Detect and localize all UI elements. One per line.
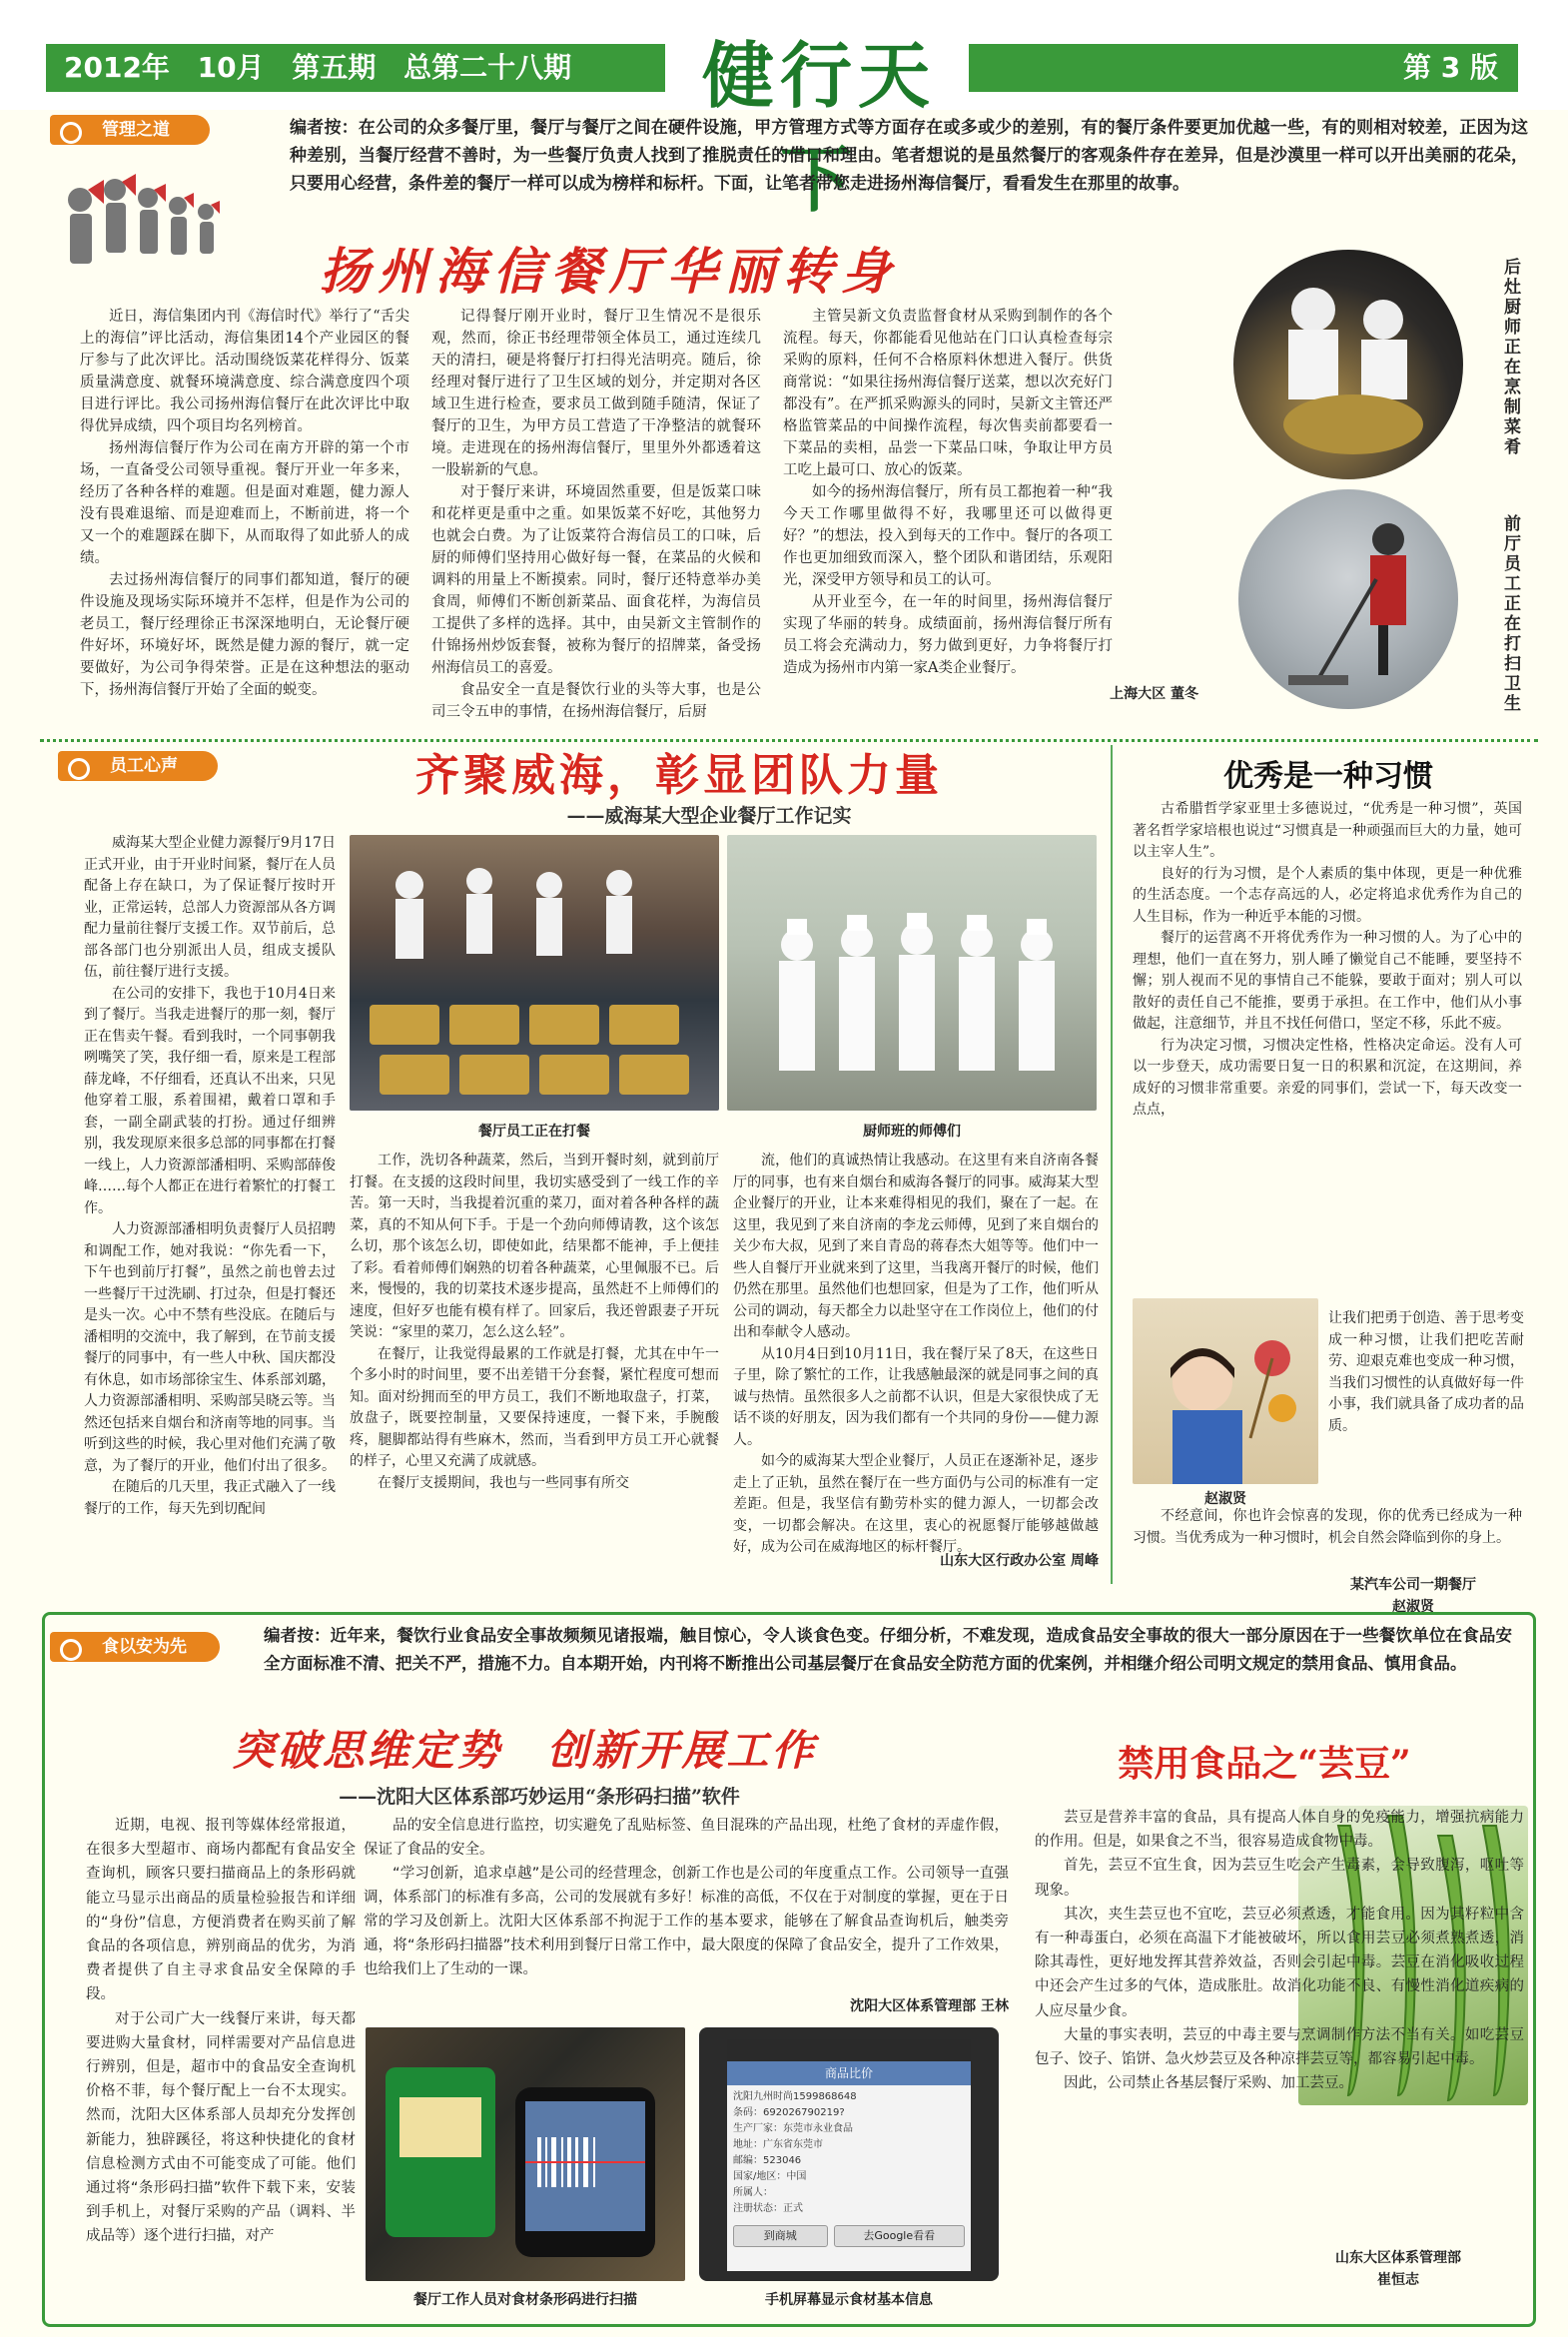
caption-kitchen-chefs: 后灶厨师正在烹制菜肴 — [1500, 258, 1520, 457]
editor-note-management: 编者按：在公司的众多餐厅里，餐厅与餐厅之间在硬件设施，甲方管理方式等方面存在或多或少的差别，有的餐厅条件要更加优越一些，有的则相对较差，正因为这种差别，当餐厅经营不善时，为一些餐厅负责人找到了推脱责任的借口和理由。笔者想说的是虽然餐厅的客观条件存在差异，但是沙漠里一样可以开出美丽的花朵，只要用心经营，条件差的餐厅一样可以成为榜样和标杆。下面，让笔者带您走进扬州海信餐厅，看看发生在那里的故事。 — [290, 118, 1528, 194]
paragraph: 古希腊哲学家亚里士多德说过，“优秀是一种习惯”，英国著名哲学家培根也说过“习惯真是一种顽强而巨大的力量，她可以主宰人生”。 — [1133, 801, 1522, 860]
caption-author-zhao: 赵淑贤 — [1204, 1491, 1246, 1507]
article-yangzhou-col2 — [431, 306, 761, 725]
article-barcode-col1 — [86, 1814, 356, 2313]
photo-staff-serving — [350, 835, 719, 1111]
editor-note-food-safety: 编者按：近年来，餐饮行业食品安全事故频频见诸报端，触目惊心，令人谈食色变。仔细分析，不难发现，造成食品安全事故的很大一部分原因在于一些餐饮单位在食品安全方面标准不清、把关不严，措施不力。自本期开始，内刊将不断推出公司基层餐厅在食品安全防范方面的优案例，并相继介绍公司明文规定的禁用食品、慎用食品。 — [264, 1626, 1512, 1673]
paragraph: 因此，公司禁止各基层餐厅采购、加工芸豆。 — [1064, 2075, 1353, 2092]
paragraph: 良好的行为习惯，是个人素质的集中体现，更是一种优雅的生活态度。一个志存高远的人，必定将追求优秀作为自己的人生目标，作为一种近乎本能的习惯。 — [1133, 865, 1522, 925]
section-tag-staff-voice: 员工心声 — [58, 751, 218, 781]
phone-row: 条码：692026790219? — [733, 2107, 845, 2118]
phone-row: 邮编：523046 — [733, 2155, 802, 2166]
paragraph: 芸豆是营养丰富的食品，具有提高人体自身的免疫能力，增强抗病能力的作用。但是，如果食之不当，很容易造成食物中毒。 — [1035, 1810, 1524, 1851]
paragraph: 流，他们的真诚热情让我感动。在这里有来自济南各餐厅的同事，也有来自烟台和威海各餐厅的同事。威海某大型企业餐厅的开业，让本来难得相见的我们，聚在了一起。在这里，我见到了来自济南的李龙云师傅，见到了来自烟台的关少布大叔，见到了来自青岛的蒋春杰大姐等等。他们中一些人自餐厅开业就来到了这里，当我离开餐厅的时候，他们仍然在那里。虽然他们也想回家，但是为了工作，他们听从公司的调动，每天都全力以赴坚守在工作岗位上，他们的付出和奉献令人感动。 — [733, 1153, 1099, 1340]
headline-kidney-bean: 禁用食品之“芸豆” — [1118, 1743, 1411, 1785]
article-excellence-text3: 不经意间，你也许会惊喜的发现，你的优秀已经成为一种习惯。当优秀成为一种习惯时，机会自然会降临到你的身上。 — [1133, 1508, 1522, 1546]
page-number: 第 3 版 — [969, 44, 1518, 92]
caption-phone-screen: 手机屏幕显示食材基本信息 — [765, 2292, 933, 2308]
caption-staff-serving: 餐厅员工正在打餐 — [478, 1124, 590, 1140]
paragraph: 在餐厅支援期间，我也与一些同事有所交 — [378, 1474, 629, 1491]
paragraph: 如今的威海某大型企业餐厅，人员正在逐渐补足，逐步走上了正轨，虽然在餐厅在一些方面仍与公司的标准有一定差距。但是，我坚信有勤劳朴实的健力源人，一切都会改变，一切都会解决。在这里，衷心的祝愿餐厅能够越做越好，成为公司在威海地区的标杆餐厅。 — [733, 1453, 1099, 1555]
headline-barcode: 突破思维定势 创新开展工作 — [232, 1726, 817, 1775]
paragraph: 近期，电视、报刊等媒体经常报道，在很多大型超市、商场内都配有食品安全查询机，顾客只要扫描商品上的条形码就能立马显示出商品的质量检验报告和详细的“身份”信息，方便消费者在购买前了解食品的各项信息，辨别商品的优劣，为消费者提供了自主寻求食品安全保障的手段。 — [86, 1818, 356, 2003]
author-excellence-name: 赵淑贤 — [1392, 1599, 1434, 1615]
caption-cleaning-staff: 前厅员工正在打扫卫生 — [1500, 514, 1520, 714]
author-kidney-bean-unit: 山东大区体系管理部 — [1335, 2250, 1461, 2266]
phone-row: 国家/地区：中国 — [733, 2171, 807, 2182]
paragraph: 餐厅的运营离不开将优秀作为一种习惯的人。为了心中的理想，他们一直在努力，别人睡了懒觉自己不能睡，要坚持不懈；别人视而不见的事情自己不能躲，要敢于面对；别人可以散好的责任自己不能推，要勇于承担。在工作中，他们从小事做起，注意细节，并且不找任何借口，坚定不移，乐此不疲。 — [1133, 930, 1522, 1032]
phone-to-mall-button[interactable]: 到商城 — [733, 2225, 828, 2247]
paragraph: 对于公司广大一线餐厅来讲，每天都要进购大量食材，同样需要对产品信息进行辨别，但是，超市中的食品安全查询机价格不菲，每个餐厅配上一台不太现实。然而，沈阳大区体系部人员却充分发挥创新能力，独辟蹊径，将这种快捷化的食材信息检测方式由不可能变成了可能。他们通过将“条形码扫描”软件下载下来，安装到手机上，对餐厅采购的产品（调料、半成品等）逐个进行扫描，对产 — [86, 2010, 356, 2245]
phone-screen-title: 商品比价 — [727, 2061, 971, 2085]
photo-cleaning-staff — [1238, 489, 1458, 709]
paragraph: 人力资源部潘相明负责餐厅人员招聘和调配工作，她对我说：“你先看一下，下午也到前厅打餐”，虽然之前也曾去过一些餐厅干过洗刷、打过杂，但是打餐还是头一次。心中不禁有些没底。在随后与潘相明的交流中，我了解到，在节前支援餐厅的同事中，有一些人中秋、国庆都没有休息，如市场部徐宝生、体系部刘璐，人力资源部潘相明、采购部吴晓云等。当然还包括来自烟台和济南等地的同事。当听到这些的时候，我心里对他们充满了敬意，为了餐厅的开业，他们付出了很多。 — [84, 1221, 336, 1474]
photo-author-zhao — [1133, 1298, 1318, 1484]
phone-google-button[interactable]: 去Google看看 — [834, 2225, 966, 2247]
author-excellence-unit: 某汽车公司一期餐厅 — [1350, 1577, 1476, 1593]
paragraph: 记得餐厅刚开业时，餐厅卫生情况不是很乐观，然而，徐正书经理带领全体员工，通过连续几天的清扫，硬是将餐厅打扫得光洁明亮。随后，徐经理对餐厅进行了卫生区域的划分，并定期对各区域卫生进行检查，要求员工做到随手随清，保证了餐厅的卫生，为甲方员工营造了干净整洁的就餐环境。走进现在的扬州海信餐厅，里里外外都透着这一股崭新的气息。 — [431, 309, 761, 478]
article-excellence-text2: 让我们把勇于创造、善于思考变成一种习惯，让我们把吃苦耐劳、迎艰克难也变成一种习惯，当我们习惯性的认真做好每一件小事，我们就具备了成功者的品质。 — [1328, 1310, 1524, 1434]
article-weihai-col2 — [350, 1151, 719, 1570]
section-tag-management: 管理之道 — [50, 115, 210, 145]
issue-band — [46, 44, 665, 92]
headline-yangzhou: 扬州海信餐厅华丽转身 — [320, 242, 899, 301]
paragraph: “学习创新，追求卓越”是公司的经营理念，创新工作也是公司的年度重点工作。公司领导一直强调，体系部门的标准有多高，公司的发展就有多好！标准的高低，不仅在于对制度的掌握，更在于日常的学习及创新上。沈阳大区体系部不拘泥于工作的基本要求，能够在了解食品查询机后，触类旁通，将“条形码扫描器”技术利用到餐厅日常工作中，最大限度的保障了食品安全，提升了工作效果，也给我们上了生动的一课。 — [364, 1866, 1009, 1977]
masthead-title: 健行天下 — [701, 33, 936, 222]
paragraph: 在公司的安排下，我也于10月4日来到了餐厅。当我走进餐厅的那一刻，餐厅正在售卖午餐。看到我时，一个同事朝我咧嘴笑了笑，我仔细一看，原来是工程部薛龙峰，不仔细看，还真认不出来，只见他穿着工服，系着围裙，戴着口罩和手套，一副全副武装的打扮。通过仔细辨别，我发现原来很多总部的同事都在打餐一线上，人力资源部潘相明、采购部薛俊峰……每个人都正在进行着繁忙的打餐工作。 — [84, 985, 336, 1216]
photo-kitchen-chefs — [1233, 250, 1463, 479]
article-weihai-col1 — [84, 833, 336, 1572]
paragraph: 食品安全一直是餐饮行业的头等大事，也是公司三令五申的事情，在扬州海信餐厅，后厨 — [431, 682, 761, 720]
paragraph: 扬州海信餐厅作为公司在南方开辟的第一个市场，一直备受公司领导重视。餐厅开业一年多来，经历了各种各样的难题。但是面对难题，健力源人没有畏难退缩、而是迎难而上，不断前进，将一个又一个的难题踩在脚下，从而取得了如此骄人的成绩。 — [80, 440, 409, 566]
paragraph: 对于餐厅来讲，环境固然重要，但是饭菜口味和花样更是重中之重。如果饭菜不好吃，其他努力也就会白费。为了让饭菜符合海信员工的口味，后厨的师傅们坚持用心做好每一餐，在菜品的火候和调料的用量上不断摸索。同时，餐厅还特意举办美食周，师傅们不断创新菜品、面食花样，为海信员工提供了多样的选择。其中，由吴新文主管制作的什锦扬州炒饭套餐，被称为餐厅的招牌菜，备受扬州海信员工的喜爱。 — [431, 484, 761, 676]
paragraph: 行为决定习惯，习惯决定性格，性格决定命运。没有人可以一步登天，成功需要日复一日的积累和沉淀，在这期间，养成好的习惯非常重要。亲爱的同事们，尝试一下，每天改变一点点， — [1133, 1037, 1522, 1118]
article-excellence-text1 — [1133, 799, 1522, 1318]
paragraph: 品的安全信息进行监控，切实避免了乱贴标签、鱼目混珠的产品出现，杜绝了食材的弄虚作假，保证了食品的安全。 — [364, 1818, 1009, 1858]
paragraph: 其次，夹生芸豆也不宜吃，芸豆必须煮透，才能食用。因为其籽粒中含有一种毒蛋白，必须在高温下才能被破坏，所以食用芸豆必须煮熟煮透，消除其毒性，更好地发挥其营养效益，否则会引起中毒。芸豆在消化吸收过程中还会产生过多的气体，造成胀肚。故消化功能不良、有慢性消化道疾病的人应尽量少食。 — [1035, 1906, 1524, 2019]
author-kidney-bean-name: 崔恒志 — [1377, 2272, 1419, 2288]
paragraph: 威海某大型企业健力源餐厅9月17日正式开业，由于开业时间紧，餐厅在人员配备上存在缺口，为了保证餐厅按时开业，正常运转，总部人力资源部从各方调配力量前往餐厅支援工作。双节前后，总部各部门也分别派出人员，组成支援队伍，前往餐厅进行支援。 — [84, 835, 336, 980]
article-yangzhou-col3 — [783, 306, 1113, 676]
paragraph: 从10月4日到10月11日，我在餐厅呆了8天，在这些日子里，除了繁忙的工作，让我感触最深的就是同事之间的真诚与热情。虽然很多人之前都不认识，但是大家很快成了无话不谈的好朋友，因为我们都有一个共同的身份——健力源人。 — [733, 1345, 1099, 1448]
headline-weihai: 齐聚威海，彰显团队力量 — [415, 750, 943, 801]
caption-chef-team: 厨师班的师傅们 — [863, 1124, 961, 1140]
phone-row: 生产厂家：东莞市永业食品 — [733, 2123, 853, 2134]
paragraph: 去过扬州海信餐厅的同事们都知道，餐厅的硬件设施及现场实际环境并不怎样，但是作为公司的老员工，餐厅经理徐正书深深地明白，无论餐厅硬件好坏，环境好坏，既然是健力源的餐厅，就一定要做好，为公司争得荣誉。正是在这种想法的驱动下，扬州海信餐厅开始了全面的蜕变。 — [80, 572, 409, 698]
caption-barcode-scan: 餐厅工作人员对食材条形码进行扫描 — [413, 2292, 637, 2308]
headline-excellence: 优秀是一种习惯 — [1223, 759, 1433, 794]
paragraph: 首先，芸豆不宜生食，因为芸豆生吃会产生毒素，会导致腹泻，呕吐等现象。 — [1035, 1858, 1524, 1899]
paragraph: 从开业至今，在一年的时间里，扬州海信餐厅实现了华丽的转身。成绩面前，扬州海信餐厅所有员工将会充满动力，努力做到更好，力争将餐厅打造成为扬州市内第一家A类企业餐厅。 — [783, 594, 1113, 676]
subhead-weihai: ——威海某大型企业餐厅工作记实 — [566, 805, 852, 827]
paragraph: 如今的扬州海信餐厅，所有员工都抱着一种“我今天工作哪里做得不好，我哪里还可以做得更好？”的想法，投入到每天的工作中。餐厅的各项工作也更加细致而深入，整个团队和谐团结，乐观阳光，深受甲方领导和员工的认可。 — [783, 484, 1113, 588]
paragraph: 近日，海信集团内刊《海信时代》举行了“舌尖上的海信”评比活动，海信集团14个产业园区的餐厅参与了此次评比。活动围绕饭菜花样得分、饭菜质量满意度、就餐环境满意度、综合满意度四个项目进行评比。我公司扬州海信餐厅在此次评比中取得优异成绩，四个项目均名列榜首。 — [80, 309, 409, 434]
paragraph: 在餐厅，让我觉得最累的工作就是打餐，尤其在中午一个多小时的时间里，要不出差错干分套餐，紧忙程度可想而知。面对纷拥而至的甲方员工，我们不断地取盘子，打菜，放盘子，既要控制量，又要保持速度，一餐下来，手腕酸疼，腿脚都站得有些麻木，然而，当看到甲方员工开心就餐的样子，心里又充满了成就感。 — [350, 1345, 719, 1469]
megaphone-people-icon — [60, 160, 230, 270]
phone-row: 沈阳九州时尚1599868648 — [733, 2091, 857, 2102]
section-tag-food-safety: 食以安为先 — [50, 1632, 220, 1662]
paragraph: 大量的事实表明，芸豆的中毒主要与烹调制作方法不当有关。如吃芸豆包子、饺子、馅饼、急火炒芸豆及各种凉拌芸豆等，都容易引起中毒。 — [1035, 2026, 1524, 2068]
photo-phone-screen — [699, 2027, 999, 2281]
issue-total: 总第二十八期 — [403, 51, 572, 84]
issue-date: 2012年 10月 — [64, 51, 265, 84]
paragraph: 主管吴新文负责监督食材从采购到制作的各个流程。每天，你都能看见他站在门口认真检查每宗采购的原料，任何不合格原料休想进入餐厅。供货商常说：“如果往扬州海信餐厅送菜，想以次充好门都没有”。在严抓采购源头的同时，吴新文主管还严格监管菜品的中间操作流程，每次售卖前都要看一下菜品的卖相，品尝一下菜品口味，争取让甲方员工吃上最可口、放心的饭菜。 — [783, 309, 1113, 478]
photo-chef-team — [727, 835, 1097, 1111]
photo-barcode-scan — [366, 2027, 685, 2281]
subhead-barcode: ——沈阳大区体系部巧妙运用“条形码扫描”软件 — [339, 1786, 740, 1808]
paragraph: 工作，洗切各种蔬菜，然后，当到开餐时刻，就到前厅打餐。在支援的这段时间里，我切实感受到了一线工作的辛苦。第一天时，当我提着沉重的菜刀，面对着各种各样的蔬菜，真的不知从何下手。于是一个劲向师傅请教，这个该怎么切，那个该怎么切，即使如此，结果都不能神，手上便挂了彩。看着师傅们娴熟的切着各种蔬菜，心里佩服不已。后来，慢慢的，我的切菜技术逐步提高，虽然赶不上师傅们的速度，但好歹也能有模有样了。回家后，我还曾跟妻子开玩笑说：“家里的菜刀，怎么这么轻”。 — [350, 1153, 719, 1340]
article-kidney-bean — [1035, 1806, 1524, 2225]
column-rule — [1111, 745, 1113, 1584]
author-yangzhou: 上海大区 董冬 — [1110, 686, 1198, 702]
phone-row: 地址：广东省东莞市 — [733, 2139, 823, 2150]
article-weihai-col3 — [733, 1151, 1099, 1555]
author-weihai: 山东大区行政办公室 周峰 — [940, 1553, 1099, 1569]
article-barcode-col2 — [364, 1814, 1009, 1993]
author-barcode: 沈阳大区体系管理部 王林 — [850, 1998, 1009, 2014]
phone-row: 所属人： — [733, 2187, 773, 2198]
phone-row: 注册状态：正式 — [733, 2203, 803, 2214]
issue-number: 第五期 — [292, 51, 377, 84]
paragraph: 在随后的几天里，我正式融入了一线餐厅的工作，每天先到切配间 — [84, 1479, 336, 1517]
article-yangzhou-col1 — [80, 306, 409, 725]
